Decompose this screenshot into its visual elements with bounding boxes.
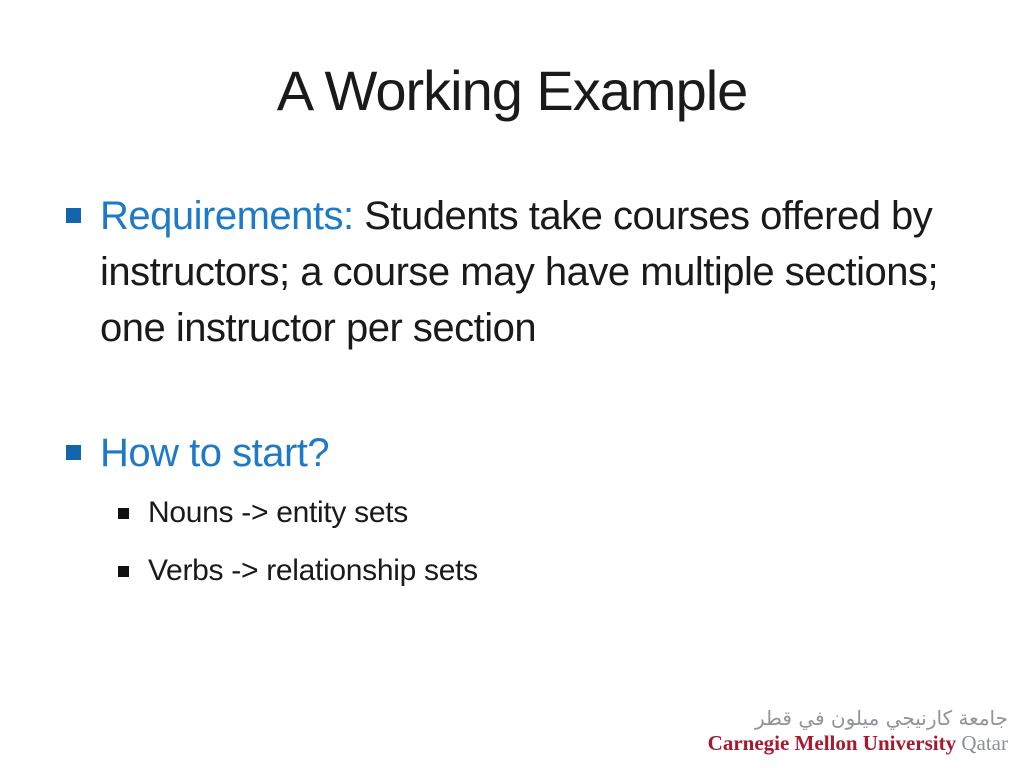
cmu-logo-arabic-text: جامعة كارنيجي ميلون في قطر [754, 706, 1008, 730]
cmu-logo-qatar-label: Qatar [956, 731, 1008, 755]
bullet-square-icon [66, 208, 81, 223]
how-to-start-label: How to start? [100, 431, 330, 475]
sub-bullet-square-icon [118, 508, 129, 519]
requirements-label: Requirements: [100, 194, 354, 238]
list-item-verbs [118, 542, 918, 600]
sub-bullet-square-icon [118, 566, 129, 577]
how-to-start-sublist [118, 484, 918, 600]
bullet-square-icon [66, 445, 81, 460]
cmu-qatar-logo [708, 705, 1008, 756]
slide-title: A Working Example [276, 59, 748, 122]
cmu-logo-english-text [708, 731, 1008, 756]
requirements-paragraph [66, 188, 976, 356]
list-item-text: Nouns -> entity sets [148, 496, 408, 529]
list-item-text: Verbs -> relationship sets [148, 554, 478, 587]
list-item-nouns [118, 484, 918, 542]
cmu-logo-university-name: Carnegie Mellon University [707, 731, 957, 755]
bullet-item-requirements [66, 188, 976, 356]
bullet-item-how-to-start [66, 425, 976, 481]
requirements-body-text: Students take courses offered by instructors; a course may have multiple sections; one instructor per section [100, 194, 939, 350]
